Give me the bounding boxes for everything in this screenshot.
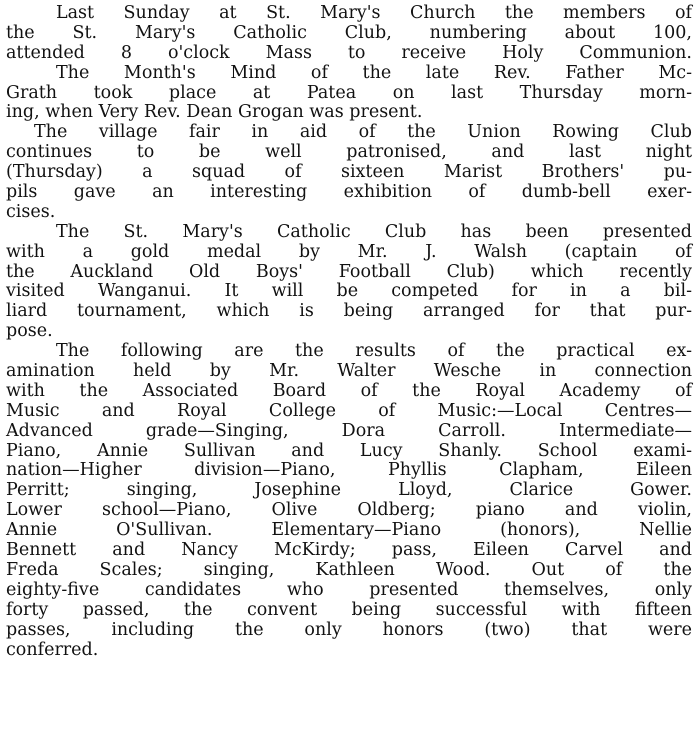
text-line: The St. Mary's Catholic Club has been presented — [56, 221, 692, 242]
text-line: Annie O'Sullivan. Elementary—Piano (honors), Nellie — [6, 520, 692, 541]
text-line: nation—Higher division—Piano, Phyllis Clapham, Eileen — [6, 460, 692, 481]
text-line: Grath took place at Patea on last Thursday morn- — [6, 82, 692, 103]
paragraph-exam-results — [6, 342, 692, 660]
text-line: The Month's Mind of the late Rev. Father Mc- — [56, 62, 692, 83]
paragraph-months-mind — [6, 64, 692, 124]
text-line: amination held by Mr. Walter Wesche in connection — [6, 361, 692, 382]
text-line: The village fair in aid of the Union Rowing Club — [34, 122, 692, 143]
text-line: the St. Mary's Catholic Club, numbering about 100, — [6, 22, 692, 43]
text-line: (Thursday) a squad of sixteen Marist Brothers' pu- — [6, 162, 692, 183]
text-line: pose. — [6, 321, 53, 342]
text-line: with a gold medal by Mr. J. Walsh (captain of — [6, 241, 692, 262]
text-line: Music and Royal College of Music:—Local Centres— — [6, 400, 692, 421]
text-line: Lower school—Piano, Olive Oldberg; piano and violin, — [6, 500, 692, 521]
text-line: Piano, Annie Sullivan and Lucy Shanly. School exami- — [6, 440, 692, 461]
paragraph-club-communion — [6, 4, 692, 64]
text-line: pils gave an interesting exhibition of dumb-bell exer- — [6, 182, 692, 203]
paragraph-gold-medal — [6, 223, 692, 342]
text-line: conferred. — [6, 639, 99, 660]
news-column — [6, 4, 692, 660]
text-line: Perritt; singing, Josephine Lloyd, Clarice Gower. — [6, 480, 692, 501]
text-line: the Auckland Old Boys' Football Club) which recently — [6, 261, 692, 282]
text-line: Advanced grade—Singing, Dora Carroll. Intermediate— — [6, 420, 692, 441]
paragraph-village-fair — [6, 123, 692, 222]
text-line: ing, when Very Rev. Dean Grogan was present. — [6, 102, 423, 123]
text-line: Bennett and Nancy McKirdy; pass, Eileen Carvel and — [6, 540, 692, 561]
text-line: cises. — [6, 201, 56, 222]
text-line: passes, including the only honors (two) that were — [6, 619, 692, 640]
text-line: eighty-five candidates who presented themselves, only — [6, 579, 692, 600]
text-line: Freda Scales; singing, Kathleen Wood. Out of the — [6, 559, 692, 580]
text-line: with the Associated Board of the Royal Academy of — [6, 380, 692, 401]
text-line: attended 8 o'clock Mass to receive Holy Communion. — [6, 42, 692, 63]
text-line: continues to be well patronised, and last night — [6, 142, 692, 163]
text-line: liard tournament, which is being arranged for that pur- — [6, 301, 692, 322]
text-line: forty passed, the convent being successful with fifteen — [6, 599, 692, 620]
text-line: Last Sunday at St. Mary's Church the members of — [56, 3, 692, 23]
text-line: The following are the results of the practical ex- — [56, 341, 692, 362]
text-line: visited Wanganui. It will be competed for in a bil- — [6, 281, 692, 302]
